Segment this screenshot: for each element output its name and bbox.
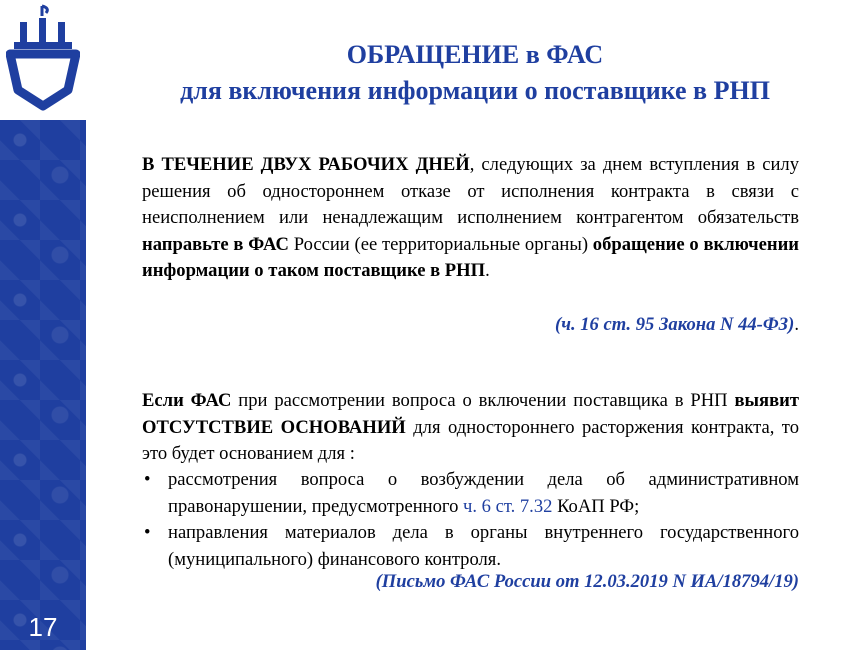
- paragraph-text: для одностороннего расторжения контракта, то это будет основанием для :: [142, 416, 799, 464]
- law-reference-period: .: [794, 314, 799, 335]
- request-bold: обращение о включении информации о таком поставщике в РНП: [142, 233, 800, 281]
- paragraph-text: .: [485, 260, 490, 281]
- bullet-icon: •: [144, 522, 151, 543]
- paragraph-no-grounds: [142, 388, 799, 468]
- slide-title: ОБРАЩЕНИЕ в ФАС: [346, 40, 604, 69]
- fas-bold: Если ФАС: [142, 390, 232, 411]
- paragraph-text: при рассмотрении вопроса о включении поставщика в РНП: [231, 390, 735, 411]
- page-number: 17: [28, 612, 58, 642]
- paragraph-deadline: [142, 152, 799, 285]
- law-reference: [555, 314, 799, 336]
- side-decorative-strip: [0, 120, 86, 650]
- fas-logo-icon: [6, 2, 80, 112]
- koap-link[interactable]: ч. 6 ст. 7.32: [463, 495, 553, 517]
- paragraph-text: России (ее территориальные органы): [288, 233, 593, 255]
- list-item-text: рассмотрения вопроса о возбуждении дела об административном правонарушении, предусмотренного: [168, 469, 799, 517]
- action-bold: направьте в ФАС: [142, 233, 289, 255]
- deadline-bold: В ТЕЧЕНИЕ ДВУХ РАБОЧИХ ДНЕЙ: [142, 154, 470, 175]
- letter-reference: (Письмо ФАС России от 12.03.2019 N ИА/18794/19): [375, 571, 799, 592]
- list-item-text: КоАП РФ;: [552, 495, 640, 517]
- paragraph-text: , следующих за днем вступления в силу решения об одностороннем отказе от исполнения контракта в связи с неисполнением или ненадлежащим исполнением контрагентом обязательств: [142, 154, 799, 228]
- list-item-text: направления материалов дела в органы внутреннего государственного (муниципального) финансового контроля.: [168, 522, 799, 570]
- slide-subtitle: для включения информации о поставщике в РНП: [180, 76, 770, 105]
- list-item: [142, 467, 799, 520]
- bullet-icon: •: [144, 469, 151, 490]
- consequences-list: [142, 467, 799, 573]
- no-grounds-bold: выявит ОТСУТСТВИЕ ОСНОВАНИЙ: [142, 390, 799, 438]
- list-item: [142, 520, 799, 573]
- law-reference-text: (ч. 16 ст. 95 Закона N 44-ФЗ): [555, 314, 795, 335]
